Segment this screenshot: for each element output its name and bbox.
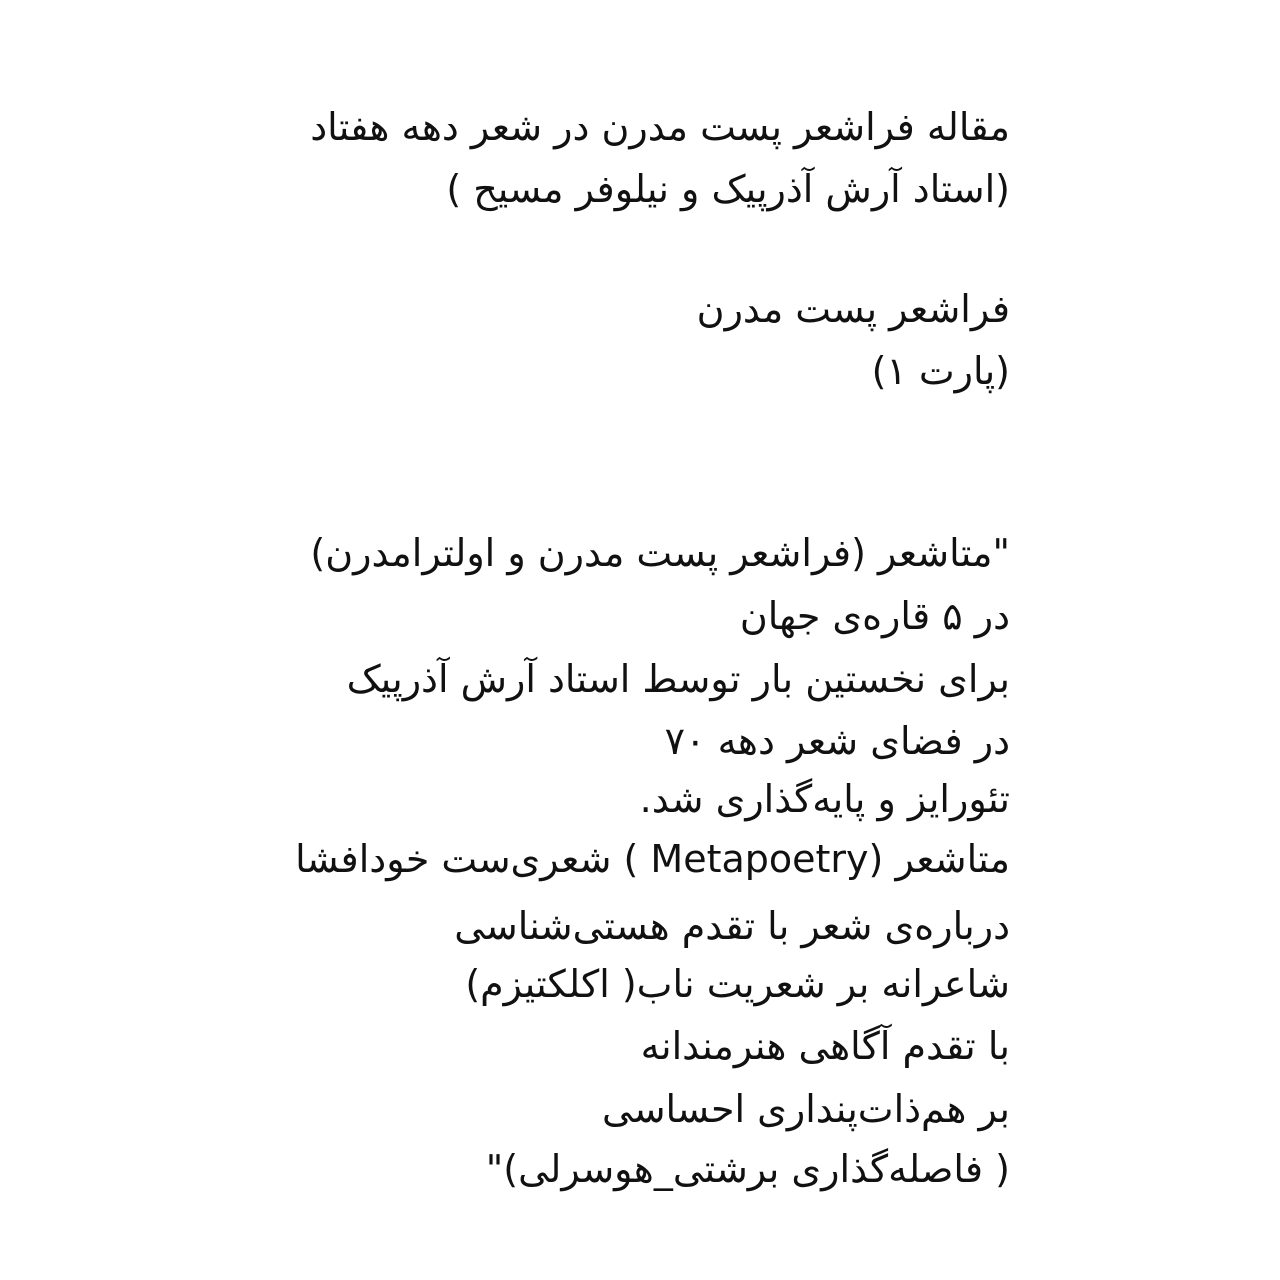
body-line: در فضای شعر دهه ۷۰ xyxy=(664,719,1010,763)
body-line: در ۵ قاره‌ی جهان xyxy=(739,594,1010,638)
body-line: "متاشعر (فراشعر پست مدرن و اولترامدرن) xyxy=(310,531,1010,575)
article-title: مقاله فراشعر پست مدرن در شعر دهه هفتاد xyxy=(310,105,1010,149)
body-line: ( فاصله‌گذاری برشتی_هوسرلی)" xyxy=(485,1147,1010,1191)
body-line: درباره‌ی شعر با تقدم هستی‌شناسی xyxy=(454,904,1010,948)
body-line: برای نخستین بار توسط استاد آرش آذرپیک xyxy=(346,657,1010,701)
body-line: متاشعر (Metapoetry ) شعری‌ست خودافشا xyxy=(295,837,1010,881)
section-part-label: (پارت ۱) xyxy=(871,349,1010,393)
body-line: تئورایز و پایه‌گذاری شد. xyxy=(639,777,1010,821)
body-line: با تقدم آگاهی هنرمندانه xyxy=(640,1024,1010,1068)
body-line: شاعرانه بر شعریت ناب( اکلکتیزم) xyxy=(465,962,1010,1006)
section-heading: فراشعر پست مدرن xyxy=(696,287,1010,331)
body-line: بر هم‌ذات‌پنداری احساسی xyxy=(602,1087,1010,1131)
article-authors: (استاد آرش آذرپیک و نیلوفر مسیح ) xyxy=(446,167,1010,211)
